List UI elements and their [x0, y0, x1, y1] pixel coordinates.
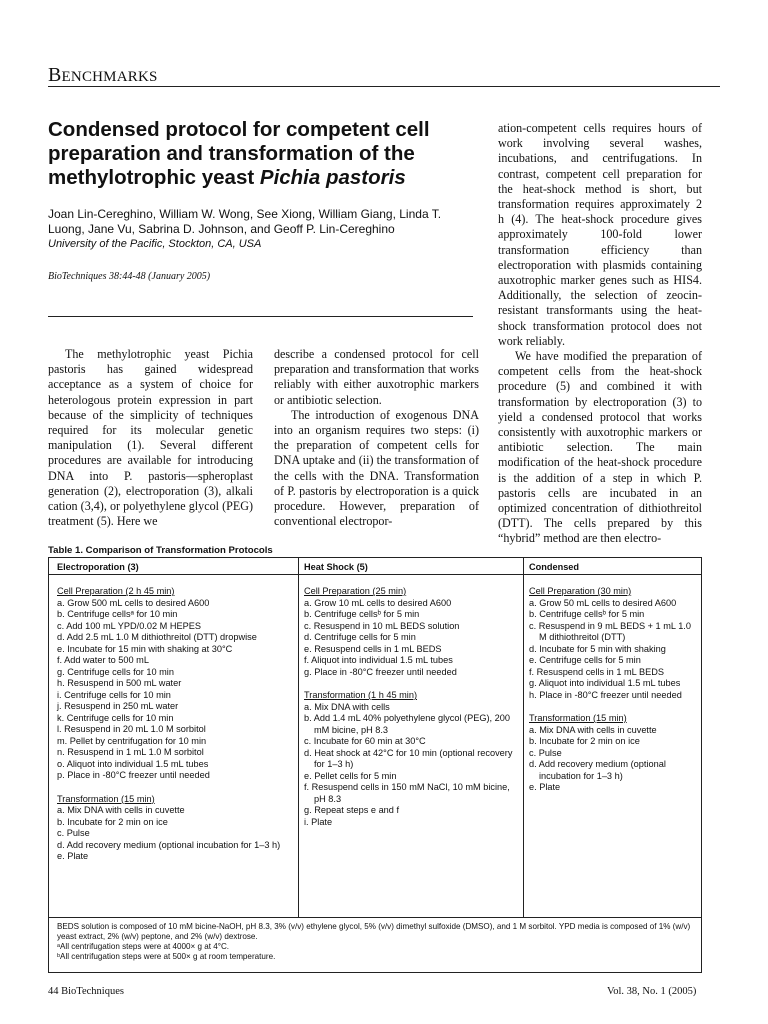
section-header-rest: ENCHMARKS	[61, 69, 158, 85]
protocol-step: b. Centrifuge cellsᵃ for 10 min	[57, 609, 178, 619]
page-footer-left: 44 BioTechniques	[48, 986, 124, 997]
paragraph: The methylotrophic yeast Pichia pastoris has gained widespread acceptance as a system of choice for heterologous protein expression in part because of the simplicity of techniques required for its molecular genetic manipulation (1). Several different procedures are available for introducing DNA into P. pastoris—spheroplast generation (2), electroporation (3), alkali cation (3,4), or polyethylene glycol (PEG) treatment (5). Here we	[48, 347, 253, 529]
protocol-step: o. Aliquot into individual 1.5 mL tubes	[57, 758, 209, 769]
protocol-step: h. Resuspend in 500 mL water	[57, 678, 182, 688]
table-column-header: Electroporation (3)	[57, 562, 139, 572]
protocol-section-title: Transformation (1 h 45 min)	[304, 690, 418, 700]
table-column-heat-shock	[299, 558, 524, 917]
protocol-step: b. Centrifuge cellsᵇ for 5 min	[304, 609, 420, 619]
title-divider	[48, 316, 473, 317]
footnote: ᵇAll centrifugation steps were at 500× g at room temperature.	[57, 952, 276, 961]
body-column-3	[498, 121, 702, 547]
protocol-step: g. Repeat steps e and f	[304, 805, 400, 815]
article-title-species: Pichia pastoris	[259, 166, 406, 189]
protocol-step: d. Heat shock at 42°C for 10 min (optional recovery for 1–3 h)	[304, 747, 513, 769]
protocol-step: b. Incubate for 2 min on ice	[57, 816, 168, 827]
table-caption: Table 1. Comparison of Transformation Protocols	[48, 545, 273, 556]
page-footer-right: Vol. 38, No. 1 (2005)	[607, 986, 697, 997]
protocol-step: k. Centrifuge cells for 10 min	[57, 712, 174, 723]
section-header-initial: B	[48, 64, 62, 86]
protocol-step: a. Mix DNA with cells in cuvette	[529, 724, 657, 735]
section-gap	[57, 782, 298, 794]
protocol-step: e. Pellet cells for 5 min	[304, 770, 397, 781]
paragraph: ation-competent cells requires hours of work involving several washes, incubations, and centrifugations. In contrast, competent cell preparation for the heat-shock method is short, but transformation requires approximately 2 h (4). The heat-shock procedure gives approximately 100-fold lower transformation efficiency than electroporation with plasmids containing auxotrophic marker genes such as HIS4. Additionally, the selection of zeocin-resistant transformants using the heat-shock transformation protocol does not work reliably.	[498, 121, 702, 348]
protocol-step: c. Pulse	[57, 828, 90, 838]
protocol-step: d. Incubate for 5 min with shaking	[529, 643, 666, 654]
paragraph: describe a condensed protocol for cell preparation and transformation that works reliably with either auxotrophic markers or antibiotic selection.	[274, 347, 479, 407]
body-column-2	[274, 347, 479, 529]
article-title	[48, 118, 468, 190]
protocol-step: g. Place in -80°C freezer until needed	[304, 666, 457, 677]
protocol-section-title: Transformation (15 min)	[529, 713, 627, 723]
article-title-text: Condensed protocol for competent cell preparation and transformation of the methylotrophic yeast	[48, 118, 430, 189]
author-list: Joan Lin-Cereghino, William W. Wong, See Xiong, William Giang, Linda T. Luong, Jane Vu, Sabrina D. Johnson, and Geoff P. Lin-Cereghino	[48, 207, 442, 236]
protocol-step: p. Place in -80°C freezer until needed	[57, 770, 210, 780]
protocol-section-title: Transformation (15 min)	[57, 793, 155, 804]
protocol-step: d. Centrifuge cells for 5 min	[304, 632, 416, 642]
protocol-step: m. Pellet by centrifugation for 10 min	[57, 735, 207, 746]
protocol-step: c. Resuspend in 10 mL BEDS solution	[304, 620, 460, 631]
protocol-step: e. Centrifuge cells for 5 min	[529, 655, 641, 665]
protocol-step: e. Plate	[529, 782, 561, 792]
protocol-section-title: Cell Preparation (25 min)	[304, 586, 407, 596]
protocol-step: c. Incubate for 60 min at 30°C	[304, 736, 426, 746]
paragraph: We have modified the preparation of competent cells from the heat-shock procedure (5) and combined it with transformation by electroporation (3) to yield a condensed protocol that works consistently with auxotrophic markers or antibiotic selection. The main modification of the heat-shock procedure is the addition of a step in which P. pastoris cells are incubated in an optimized concentration of dithiothreitol (DTT). The cells prepared by this “hybrid” method are then electro-	[498, 349, 702, 546]
protocol-step: a. Grow 50 mL cells to desired A600	[529, 597, 677, 608]
protocol-step: f. Add water to 500 mL	[57, 655, 149, 665]
footnote: ᵃAll centrifugation steps were at 4000× g at 4°C.	[57, 942, 230, 951]
protocol-step: a. Mix DNA with cells	[304, 701, 390, 712]
table-footnotes	[49, 917, 701, 962]
protocol-section-title: Cell Preparation (2 h 45 min)	[57, 586, 175, 596]
protocol-step: a. Mix DNA with cells in cuvette	[57, 805, 185, 815]
protocol-step: f. Aliquot into individual 1.5 mL tubes	[304, 655, 453, 665]
protocol-step: l. Resuspend in 20 mL 1.0 M sorbitol	[57, 724, 206, 734]
protocol-step: e. Resuspend cells in 1 mL BEDS	[304, 643, 442, 654]
protocol-step: j. Resuspend in 250 mL water	[57, 701, 179, 711]
protocol-section-title: Cell Preparation (30 min)	[529, 586, 632, 596]
protocol-step: f. Resuspend cells in 150 mM NaCl, 10 mM bicine, pH 8.3	[304, 782, 510, 804]
protocol-step: c. Pulse	[529, 747, 562, 758]
protocol-step: i. Centrifuge cells for 10 min	[57, 689, 171, 700]
section-header	[48, 64, 158, 87]
protocol-step: n. Resuspend in 1 mL 1.0 M sorbitol	[57, 747, 204, 757]
citation: BioTechniques 38:44-48 (January 2005)	[48, 271, 211, 282]
protocol-step: d. Add 2.5 mL 1.0 M dithiothreitol (DTT) dropwise	[57, 632, 257, 642]
protocol-step: i. Plate	[304, 816, 333, 827]
protocol-step: b. Centrifuge cellsᵇ for 5 min	[529, 609, 645, 619]
protocol-step: e. Plate	[57, 851, 89, 861]
protocol-step: d. Add recovery medium (optional incubation for 1–3 h)	[57, 839, 281, 850]
protocol-step: c. Resuspend in 9 mL BEDS + 1 mL 1.0 M dithiothreitol (DTT)	[529, 620, 691, 642]
table-column-header: Heat Shock (5)	[304, 562, 368, 572]
section-gap	[529, 701, 701, 713]
protocol-step: g. Centrifuge cells for 10 min	[57, 666, 174, 677]
protocol-step: g. Aliquot into individual 1.5 mL tubes	[529, 678, 681, 688]
table-column-header: Condensed	[529, 562, 580, 572]
protocol-step: f. Resuspend cells in 1 mL BEDS	[529, 666, 664, 677]
protocol-step: b. Add 1.4 mL 40% polyethylene glycol (PEG), 200 mM bicine, pH 8.3	[304, 713, 510, 735]
section-gap	[304, 678, 523, 690]
table-column-electroporation	[49, 558, 299, 917]
paragraph: The introduction of exogenous DNA into an organism requires two steps: (i) the preparation of competent cells for DNA uptake and (ii) the transformation of the cells with the DNA. Transformation of P. pastoris by electroporation is a quick procedure. However, preparation of conventional electropor-	[274, 407, 479, 529]
footnote: BEDS solution is composed of 10 mM bicine-NaOH, pH 8.3, 3% (v/v) ethylene glycol, 5% (v/v) dimethyl sulfoxide (DMSO), and 1 M sorbitol. YPD media is composed of 1% (w/v) yeast extract, 2% (w/v) peptone, and 2% (w/v) dextrose.	[57, 922, 691, 941]
protocol-step: h. Place in -80°C freezer until needed	[529, 689, 682, 700]
affiliation: University of the Pacific, Stockton, CA, USA	[48, 238, 262, 250]
body-column-1	[48, 347, 253, 529]
table-column-condensed	[524, 558, 701, 917]
protocol-step: e. Incubate for 15 min with shaking at 30°C	[57, 643, 233, 654]
protocol-step: a. Grow 10 mL cells to desired A600	[304, 597, 452, 608]
protocol-step: d. Add recovery medium (optional incubation for 1–3 h)	[529, 759, 666, 781]
protocol-table	[48, 557, 702, 973]
header-divider	[48, 86, 720, 87]
protocol-step: a. Grow 500 mL cells to desired A600	[57, 597, 210, 608]
protocol-step: b. Incubate for 2 min on ice	[529, 736, 640, 746]
protocol-step: c. Add 100 mL YPD/0.02 M HEPES	[57, 620, 202, 631]
